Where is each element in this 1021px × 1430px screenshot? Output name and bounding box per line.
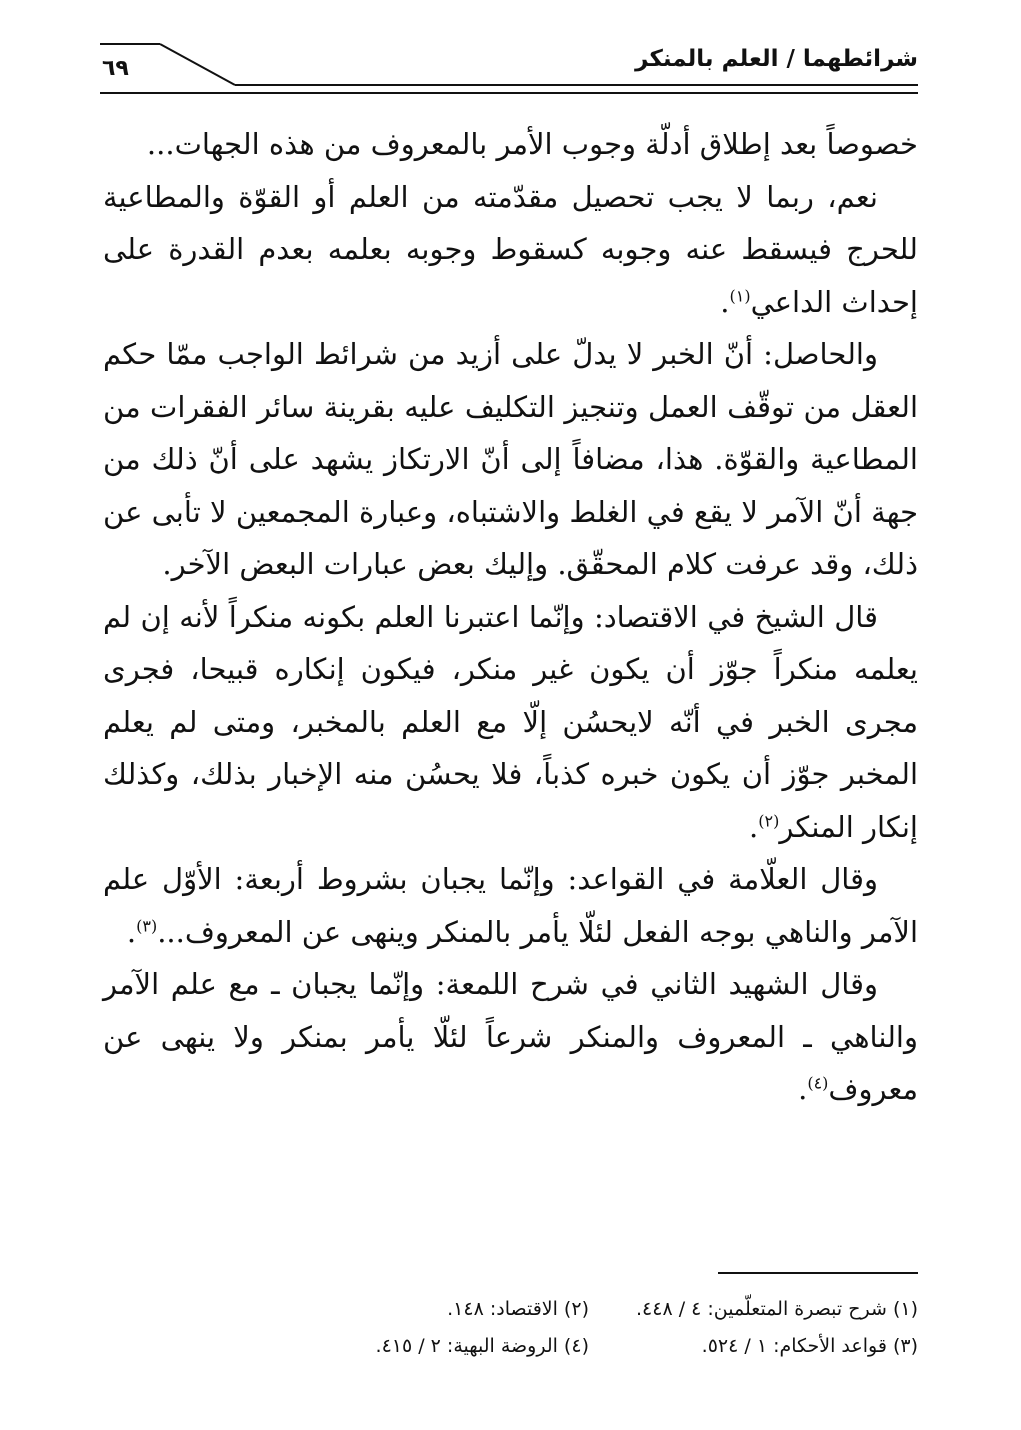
footnote-row — [260, 1290, 918, 1327]
running-title: شرائطهما / العلم بالمنكر — [635, 46, 918, 72]
paragraph-text: وقال الشهيد الثاني في شرح اللمعة: وإنّما يجبان ـ مع علم الآمر والناهي ـ المعروف والمنكر شرعاً لئلّا يأمر بمنكر ولا ينهى عن معروف — [103, 967, 918, 1106]
paragraph-4 — [103, 591, 918, 854]
footnote-marker: (٢) — [758, 810, 780, 830]
paragraph-6 — [103, 958, 918, 1116]
footnote-row — [260, 1327, 918, 1364]
paragraph-end: . — [798, 1072, 808, 1106]
paragraph-2 — [103, 171, 918, 329]
footnote-1: (١) شرح تبصرة المتعلّمين: ٤ / ٤٤٨. — [635, 1297, 918, 1320]
paragraph-text: خصوصاً بعد إطلاق أدلّة وجوب الأمر بالمعروف من هذه الجهات... — [146, 127, 918, 161]
footnote-separator — [718, 1272, 918, 1274]
footnotes — [260, 1290, 918, 1364]
paragraph-end: . — [126, 914, 137, 949]
footnote-2: (٢) الاقتصاد: ١٤٨. — [447, 1297, 589, 1320]
paragraph-text: وقال العلّامة في القواعد: وإنّما يجبان بشروط أربعة: الأوّل علم الآمر والناهي بوجه الفعل لئلّا يأمر بالمنكر وينهى عن المعروف... — [103, 862, 918, 949]
page-number: ٦٩ — [102, 56, 129, 81]
page-header — [100, 38, 918, 98]
footnote-marker: (٤) — [807, 1073, 829, 1093]
footnote-4: (٤) الروضة البهية: ٢ / ٤١٥. — [375, 1334, 589, 1357]
paragraph-1 — [103, 118, 918, 171]
paragraph-3 — [103, 328, 918, 591]
paragraph-text: نعم، ربما لا يجب تحصيل مقدّمته من العلم أو القوّة والمطاعية للحرج فيسقط عنه وجوبه كسقوط وجوبه بعلمه بعدم القدرة على إحداث الداعي — [103, 179, 918, 319]
paragraph-text: قال الشيخ في الاقتصاد: وإنّما اعتبرنا العلم بكونه منكراً لأنه إن لم يعلمه منكراً جوّز أن يكون غير منكر، فيكون إنكاره قبيحا، فجرى مجرى الخبر في أنّه لايحسُن إلّا مع العلم بالمخبر، ومتى لم يعلم المخبر جوّز أن يكون خبره كذباً، فلا يحسُن منه الإخبار بذلك، وكذلك إنكار المنكر — [103, 599, 918, 844]
footnote-3: (٣) قواعد الأحكام: ١ / ٥٢٤. — [701, 1334, 918, 1357]
paragraph-end: . — [749, 809, 759, 844]
paragraph-text: والحاصل: أنّ الخبر لا يدلّ على أزيد من شرائط الواجب ممّا حكم العقل من توقّف العمل وتنجيز التكليف عليه بقرينة سائر الفقرات من المطاعية والقوّة. هذا، مضافاً إلى أنّ الارتكاز يشهد على أنّ ذلك من جهة أنّ الآمر لا يقع في الغلط والاشتباه، وعبارة المجمعين لا تأبى عن ذلك، وقد عرفت كلام المحقّق. وإليك بعض عبارات البعض الآخر. — [103, 337, 918, 581]
paragraph-end: . — [720, 284, 730, 319]
paragraph-5 — [103, 853, 918, 958]
main-text — [103, 118, 918, 1116]
footnote-marker: (١) — [729, 285, 751, 305]
footnote-marker: (٣) — [136, 915, 158, 935]
